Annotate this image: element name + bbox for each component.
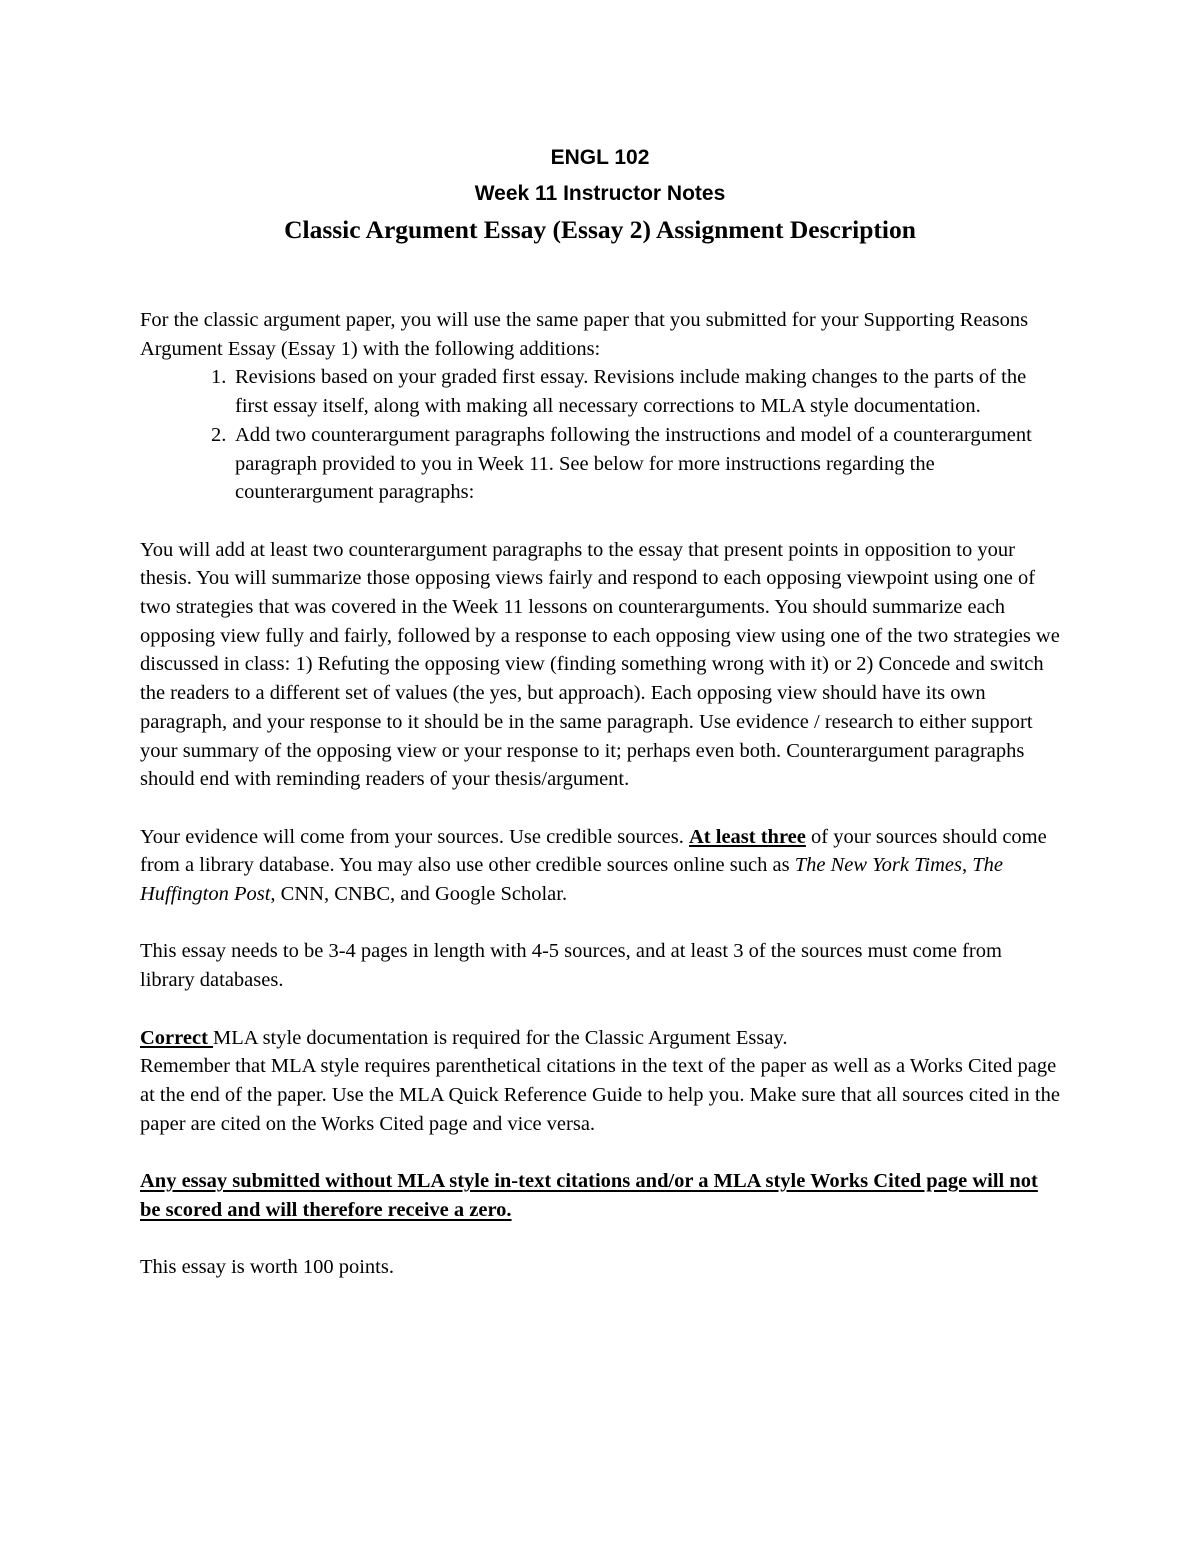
zero-score-warning — [140, 1167, 1060, 1224]
counterargument-paragraph: You will add at least two counterargument paragraphs to the essay that present points in opposition to your thesis. You will summarize those opposing views fairly and respond to each opposing viewpoint using one of two strategies that was covered in the Week 11 lessons on counterarguments. You should summarize each opposing view fully and fairly, followed by a response to each opposing view using one of the two strategies we discussed in class: 1) Refuting the opposing view (finding something wrong with it) or 2) Concede and switch the readers to a different set of values (the yes, but approach). Each opposing view should have its own paragraph, and your response to it should be in the same paragraph. Use evidence / research to either support your summary of the opposing view or your response to it; perhaps even both. Counterargument paragraphs should end with reminding readers of your thesis/argument. — [140, 538, 1060, 791]
list-item — [211, 421, 1060, 507]
document-content — [140, 143, 1060, 1282]
evidence-text-middle: of your sources should come from a library database. You may also use other credible sources online such as — [140, 825, 1047, 877]
intro-paragraph: For the classic argument paper, you will use the same paper that you submitted for your Supporting Reasons Argument Essay (Essay 1) with the following additions: — [140, 309, 1029, 360]
list-item-text: Add two counterargument paragraphs following the instructions and model of a counterargument paragraph provided to you in Week 11. See below for more instructions regarding the counterargument paragraphs: — [235, 423, 1032, 504]
evidence-paragraph — [140, 823, 1060, 909]
mla-requirement-line — [140, 1024, 1060, 1053]
length-paragraph: This essay needs to be 3-4 pages in length with 4-5 sources, and at least 3 of the sources must come from library databases. — [140, 940, 1002, 992]
warning-text: Any essay submitted without MLA style in-text citations and/or a MLA style Works Cited page will not be scored and will therefore receive a zero. — [140, 1170, 1038, 1221]
evidence-text-start: Your evidence will come from your sources. Use credible sources. — [140, 825, 689, 848]
points-statement: This essay is worth 100 points. — [140, 1256, 394, 1279]
week-heading: Week 11 Instructor Notes — [474, 182, 726, 205]
additions-list — [140, 363, 1060, 507]
list-item-number: 2. — [211, 423, 227, 446]
at-least-three-emphasis: At least three — [689, 825, 806, 848]
evidence-text-end: , CNN, CNBC, and Google Scholar. — [270, 883, 568, 906]
mla-requirement-text: MLA style documentation is required for the Classic Argument Essay. — [213, 1026, 788, 1049]
list-item-text: Revisions based on your graded first essay. Revisions include making changes to the parts of the first essay itself, along with making all necessary corrections to MLA style documentation. — [235, 366, 1027, 418]
assignment-title: Classic Argument Essay (Essay 2) Assignment Description — [284, 215, 916, 244]
source-new-york-times: The New York Times — [794, 854, 962, 877]
source-separator: , — [961, 854, 973, 877]
list-item-number: 1. — [211, 366, 227, 389]
mla-reminder-paragraph: Remember that MLA style requires parenthetical citations in the text of the paper as well as a Works Cited page at the end of the paper. Use the MLA Quick Reference Guide to help you. Make sure that all sources cited in the paper are cited on the Works Cited page and vice versa. — [140, 1055, 1060, 1135]
source-huffington-post: The Huffington Post — [140, 854, 1003, 906]
course-code: ENGL 102 — [550, 146, 650, 169]
correct-emphasis: Correct — [140, 1026, 214, 1049]
list-item — [211, 363, 1060, 420]
